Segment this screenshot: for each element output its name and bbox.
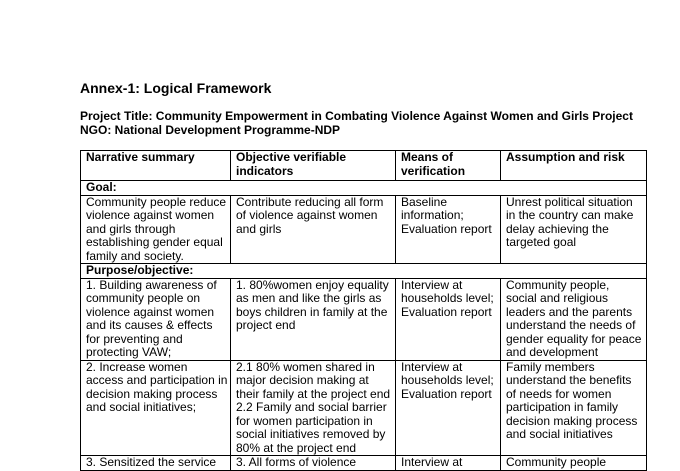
cell-text-line: targeted goal	[506, 235, 577, 249]
project-title: Project Title: Community Empowerment in Combating Violence Against Women and Girls Project	[80, 109, 633, 123]
cell-text-line: and social initiatives	[506, 427, 613, 441]
cell-text-line: 80% at the project end	[236, 440, 357, 455]
cell-means	[396, 195, 501, 264]
cell-text-line: understand the needs of	[506, 318, 636, 332]
cell-text-line: Community people reduce	[86, 195, 227, 209]
cell-narrative	[81, 195, 231, 264]
header-narrative-summary	[81, 151, 231, 181]
cell-text-line: Means of	[401, 150, 454, 164]
cell-text-line: information;	[401, 208, 464, 222]
cell-text-line: for women participation in	[236, 413, 373, 428]
cell-text-line: and girls through	[86, 221, 176, 236]
cell-text-line: 1. 80%women enjoy equality	[236, 278, 389, 292]
cell-text-line: for preventing and	[86, 331, 183, 346]
cell-text-line: understand the benefits	[506, 373, 632, 387]
cell-text-line: protecting VAW;	[86, 345, 172, 359]
cell-text-line: and girls	[236, 221, 282, 236]
cell-text-line: Interview at	[401, 360, 463, 374]
cell-text-line: decision making process	[506, 413, 638, 428]
cell-assumption	[501, 456, 647, 471]
cell-text-line: Narrative summary	[86, 150, 195, 164]
cell-text-line: in the country can make	[506, 208, 634, 222]
cell-text-line: Baseline	[401, 195, 448, 209]
cell-indicators	[231, 456, 396, 471]
cell-text-line: Family members	[506, 360, 595, 374]
section-row-goal	[81, 181, 647, 196]
header-assumption-risk	[501, 151, 647, 181]
section-label-goal: Goal:	[81, 181, 647, 196]
cell-text-line: as men and like the girls as	[236, 291, 382, 305]
cell-text-line: decision making process	[86, 386, 218, 401]
section-label-purpose: Purpose/objective:	[81, 264, 647, 279]
cell-text-line: 1. Building awareness of	[86, 278, 217, 292]
cell-text-line: 2.1 80% women shared in	[236, 360, 375, 374]
cell-text-line: Unrest political situation	[506, 195, 633, 209]
cell-text-line: Community people	[506, 455, 607, 469]
cell-text-line: and social initiatives;	[86, 400, 197, 414]
cell-indicators	[231, 360, 396, 456]
cell-indicators	[231, 195, 396, 264]
cell-text-line: community people on	[86, 291, 201, 305]
cell-assumption	[501, 278, 647, 360]
cell-text-line: Objective verifiable	[236, 150, 347, 164]
cell-text-line: project end	[236, 318, 296, 332]
cell-assumption	[501, 195, 647, 264]
cell-means	[396, 278, 501, 360]
cell-text-line: 3. Sensitized the service	[86, 455, 217, 469]
cell-text-line: delay achieving the	[506, 221, 609, 236]
header-row	[81, 151, 647, 181]
cell-narrative	[81, 360, 231, 456]
table-row	[81, 360, 647, 456]
cell-text-line: households level;	[401, 373, 494, 387]
cell-text-line: verification	[401, 163, 466, 178]
cell-text-line: participation in family	[506, 400, 619, 414]
cell-text-line: 2.2 Family and social barrier	[236, 400, 387, 414]
cell-means	[396, 456, 501, 471]
cell-text-line: Interview at	[401, 455, 463, 469]
project-header	[80, 109, 633, 137]
cell-text-line: and its causes & effects	[86, 318, 213, 332]
header-means-of-verification	[396, 151, 501, 181]
cell-text-line: Interview at	[401, 278, 463, 292]
cell-text-line: indicators	[236, 163, 294, 178]
cell-text-line: 3. All forms of violence	[236, 455, 357, 469]
cell-text-line: establishing gender equal	[86, 235, 223, 249]
cell-text-line: Evaluation report	[401, 304, 492, 319]
cell-text-line: family and society.	[86, 248, 184, 263]
cell-text-line: of needs for women	[506, 386, 612, 401]
cell-text-line: Community people,	[506, 278, 610, 292]
cell-means	[396, 360, 501, 456]
page-heading: Annex-1: Logical Framework	[80, 80, 272, 96]
cell-text-line: Evaluation report	[401, 221, 492, 236]
cell-text-line: gender equality for peace	[506, 331, 642, 346]
cell-text-line: Assumption and risk	[506, 150, 625, 164]
cell-indicators	[231, 278, 396, 360]
table-row	[81, 278, 647, 360]
cell-text-line: their family at the project end	[236, 386, 391, 401]
cell-text-line: and development	[506, 345, 599, 359]
cell-text-line: Evaluation report	[401, 386, 492, 401]
table-row	[81, 456, 647, 471]
cell-narrative	[81, 456, 231, 471]
cell-text-line: boys children in family at the	[236, 304, 388, 319]
cell-text-line: violence against women	[86, 304, 215, 319]
ngo-name: NGO: National Development Programme-NDP	[80, 123, 341, 137]
cell-text-line: major decision making at	[236, 373, 369, 387]
cell-text-line: social and religious	[506, 291, 609, 305]
cell-assumption	[501, 360, 647, 456]
cell-text-line: access and participation in	[86, 373, 228, 387]
cell-text-line: 2. Increase women	[86, 360, 188, 374]
cell-text-line: of violence against women	[236, 208, 378, 222]
cell-narrative	[81, 278, 231, 360]
cell-text-line: leaders and the parents	[506, 304, 633, 319]
cell-text-line: Contribute reducing all form	[236, 195, 384, 209]
cell-text-line: social initiatives removed by	[236, 427, 386, 441]
header-objective-indicators	[231, 151, 396, 181]
cell-text-line: households level;	[401, 291, 494, 305]
cell-text-line: violence against women	[86, 208, 215, 222]
logical-framework-table	[80, 150, 647, 471]
table-row	[81, 195, 647, 264]
section-row-purpose	[81, 264, 647, 279]
